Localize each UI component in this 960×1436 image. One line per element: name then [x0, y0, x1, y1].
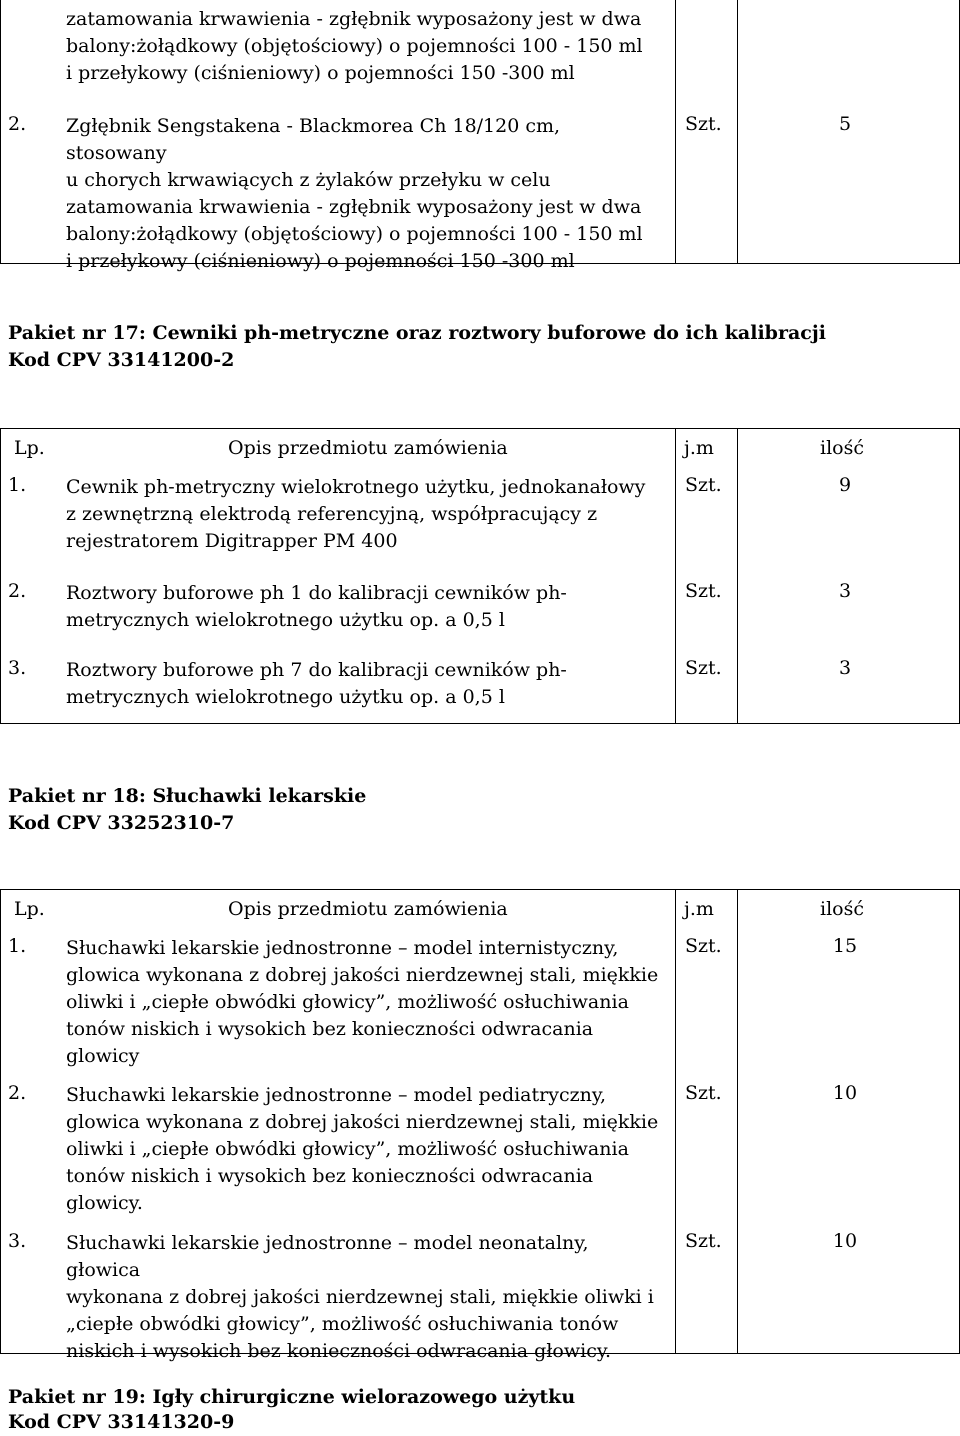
row-number: 3. — [8, 657, 27, 679]
header-opis: Opis przedmiotu zamówienia — [228, 898, 508, 920]
table-row-desc: Słuchawki lekarskie jednostronne – model neonatalny, głowica wykonana z dobrej jakości nierdzewnej stali, miękkie oliwki i „ciepłe obwódki głowicy”, możliwość osłuchiwania tonów niskich i wysokich bez konieczności odwracania głowicy. — [66, 1232, 654, 1362]
table-row-desc: Cewnik ph-metryczny wielokrotnego użytku, jednokanałowy z zewnętrzną elektrodą referencyjną, współpracujący z rejestratorem Digitrapper PM 400 — [66, 476, 646, 552]
row-number: 3. — [8, 1230, 27, 1252]
row-number: 2. — [8, 580, 27, 602]
row-number: 2. — [8, 1082, 27, 1104]
row-number: 1. — [8, 474, 27, 496]
table-row-desc: Roztwory buforowe ph 7 do kalibracji cewników ph- metrycznych wielokrotnego użytku op. a 0,5 l — [66, 659, 567, 708]
row-qty: 9 — [838, 474, 852, 496]
row-qty: 3 — [838, 657, 852, 679]
row-qty: 10 — [832, 1230, 858, 1252]
pakiet-19-title: Pakiet nr 19: Igły chirurgiczne wielorazowego użytku — [8, 1386, 576, 1408]
row-unit: Szt. — [685, 935, 722, 957]
header-opis: Opis przedmiotu zamówienia — [228, 437, 508, 459]
row-qty: 5 — [838, 113, 852, 135]
row-qty: 10 — [832, 1082, 858, 1104]
header-lp: Lp. — [14, 898, 45, 920]
header-jm: j.m — [684, 898, 714, 920]
row-qty: 15 — [832, 935, 858, 957]
table-row-desc: zatamowania krwawienia - zgłębnik wyposażony jest w dwa balony:żołądkowy (objętościowy) o pojemności 100 - 150 ml i przełykowy (ciśnieniowy) o pojemności 150 -300 ml — [66, 8, 643, 84]
row-unit: Szt. — [685, 113, 722, 135]
table-row-desc: Roztwory buforowe ph 1 do kalibracji cewników ph- metrycznych wielokrotnego użytku op. a 0,5 l — [66, 582, 567, 631]
pakiet-18-cpv: Kod CPV 33252310-7 — [8, 812, 235, 834]
pakiet-17-title: Pakiet nr 17: Cewniki ph-metryczne oraz roztwory buforowe do ich kalibracji — [8, 322, 826, 344]
table-row-desc: Słuchawki lekarskie jednostronne – model internistyczny, glowica wykonana z dobrej jakości nierdzewnej stali, miękkie oliwki i „ciepłe obwódki głowicy”, możliwość osłuchiwania tonów niskich i wysokich bez konieczności odwracania glowicy — [66, 937, 659, 1067]
row-qty: 3 — [838, 580, 852, 602]
header-jm: j.m — [684, 437, 714, 459]
row-number: 1. — [8, 935, 27, 957]
header-lp: Lp. — [14, 437, 45, 459]
row-unit: Szt. — [685, 1230, 722, 1252]
header-ilosc: ilość — [820, 437, 864, 459]
pakiet-17-cpv: Kod CPV 33141200-2 — [8, 349, 235, 371]
pakiet-18-title: Pakiet nr 18: Słuchawki lekarskie — [8, 785, 367, 807]
row-unit: Szt. — [685, 657, 722, 679]
row-number: 2. — [8, 113, 27, 135]
row-unit: Szt. — [685, 1082, 722, 1104]
header-ilosc: ilość — [820, 898, 864, 920]
row-unit: Szt. — [685, 474, 722, 496]
table-row-desc: Słuchawki lekarskie jednostronne – model pediatryczny, glowica wykonana z dobrej jakości nierdzewnej stali, miękkie oliwki i „ciepłe obwódki głowicy”, możliwość osłuchiwania tonów niskich i wysokich bez konieczności odwracania glowicy. — [66, 1084, 659, 1214]
row-unit: Szt. — [685, 580, 722, 602]
pakiet-19-cpv: Kod CPV 33141320-9 — [8, 1411, 235, 1433]
table-row-desc: Zgłębnik Sengstakena - Blackmorea Ch 18/120 cm, stosowany u chorych krwawiących z żylaków przełyku w celu zatamowania krwawienia - zgłębnik wyposażony jest w dwa balony:żołądkowy (objętościowy) o pojemności 100 - 150 ml i przełykowy (ciśnieniowy) o pojemności 150 -300 ml — [66, 115, 643, 272]
